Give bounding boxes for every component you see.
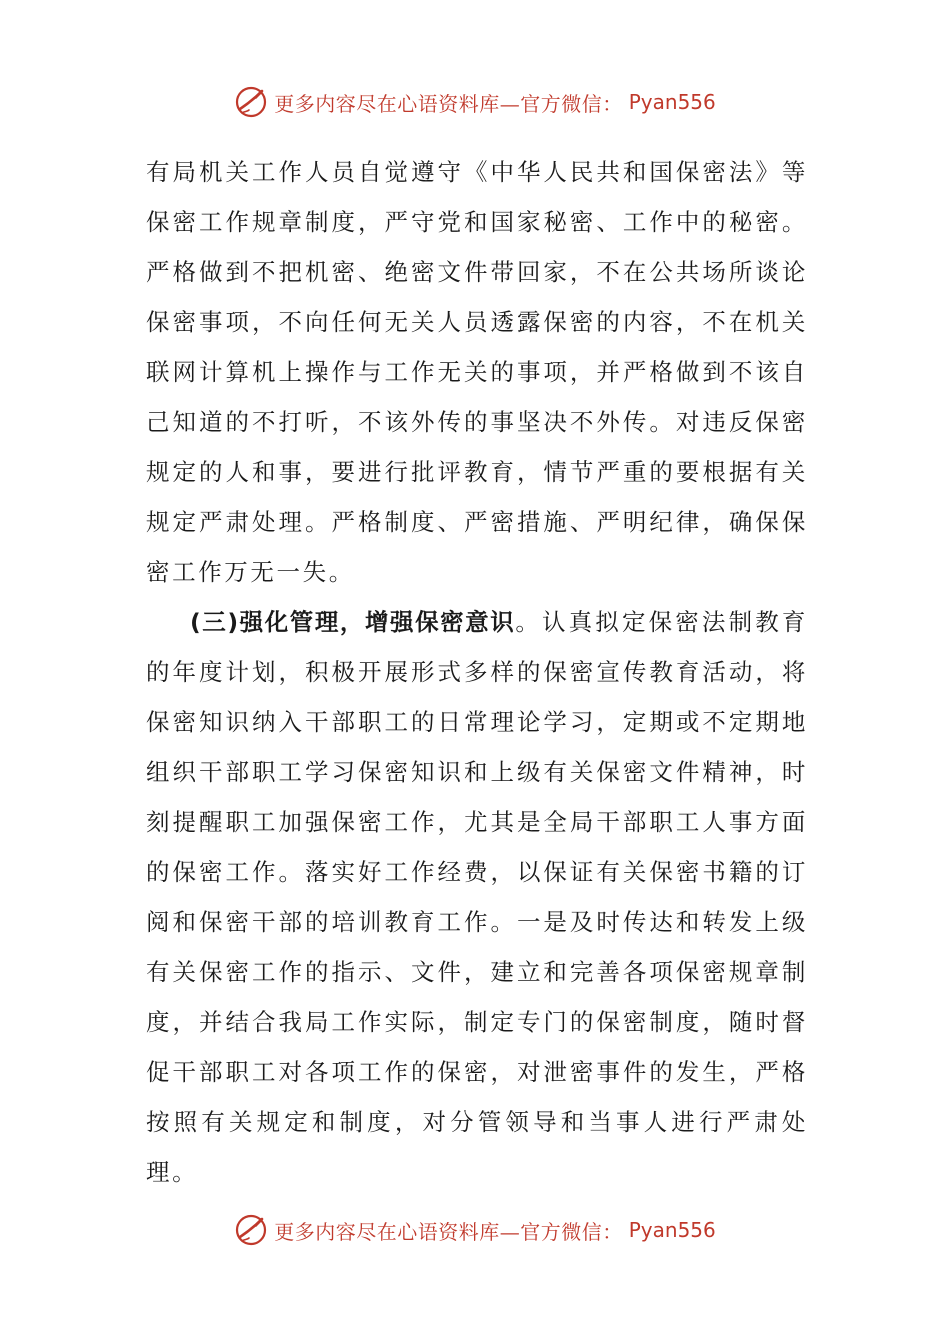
section-heading-3: (三)强化管理，增强保密意识 [190,608,516,636]
body-paragraph-1: 有局机关工作人员自觉遵守《中华人民共和国保密法》等保密工作规章制度，严守党和国家秘密、工作中的秘密。严格做到不把机密、绝密文件带回家，不在公共场所谈论保密事项，不向任何无关人员透露保密的内容，不在机关联网计算机上操作与工作无关的事项，并严格做到不该自己知道的不打听，不该外传的事坚决不外传。对违反保密规定的人和事，要进行批评教育，情节严重的要根据有关规定严肃处理。严格制度、严密措施、严明纪律，确保保密工作万无一失。 [146,158,808,586]
pen-circle-logo-icon [234,1213,268,1247]
header-banner-handle: Pyan556 [628,90,716,114]
header-banner-text: 更多内容尽在心语资料库—官方微信： [274,91,623,116]
footer-banner [0,1210,950,1250]
body-paragraph-2-text: 。认真拟定保密法制教育的年度计划，积极开展形式多样的保密宣传教育活动，将保密知识纳入干部职工的日常理论学习，定期或不定期地组织干部职工学习保密知识和上级有关保密文件精神，时刻提醒职工加强保密工作，尤其是全局干部职工人事方面的保密工作。落实好工作经费，以保证有关保密书籍的订阅和保密干部的培训教育工作。一是及时传达和转发上级有关保密工作的指示、文件，建立和完善各项保密规章制度，并结合我局工作实际，制定专门的保密制度，随时督促干部职工对各项工作的保密，对泄密事件的发生，严格按照有关规定和制度，对分管领导和当事人进行严肃处理。 [146,608,808,1186]
header-banner [0,82,950,122]
pen-circle-logo-icon [234,85,268,119]
body-paragraph-2 [146,597,808,1197]
document-body [146,147,808,1197]
footer-banner-handle: Pyan556 [628,1218,716,1242]
footer-banner-text: 更多内容尽在心语资料库—官方微信： [274,1219,623,1244]
